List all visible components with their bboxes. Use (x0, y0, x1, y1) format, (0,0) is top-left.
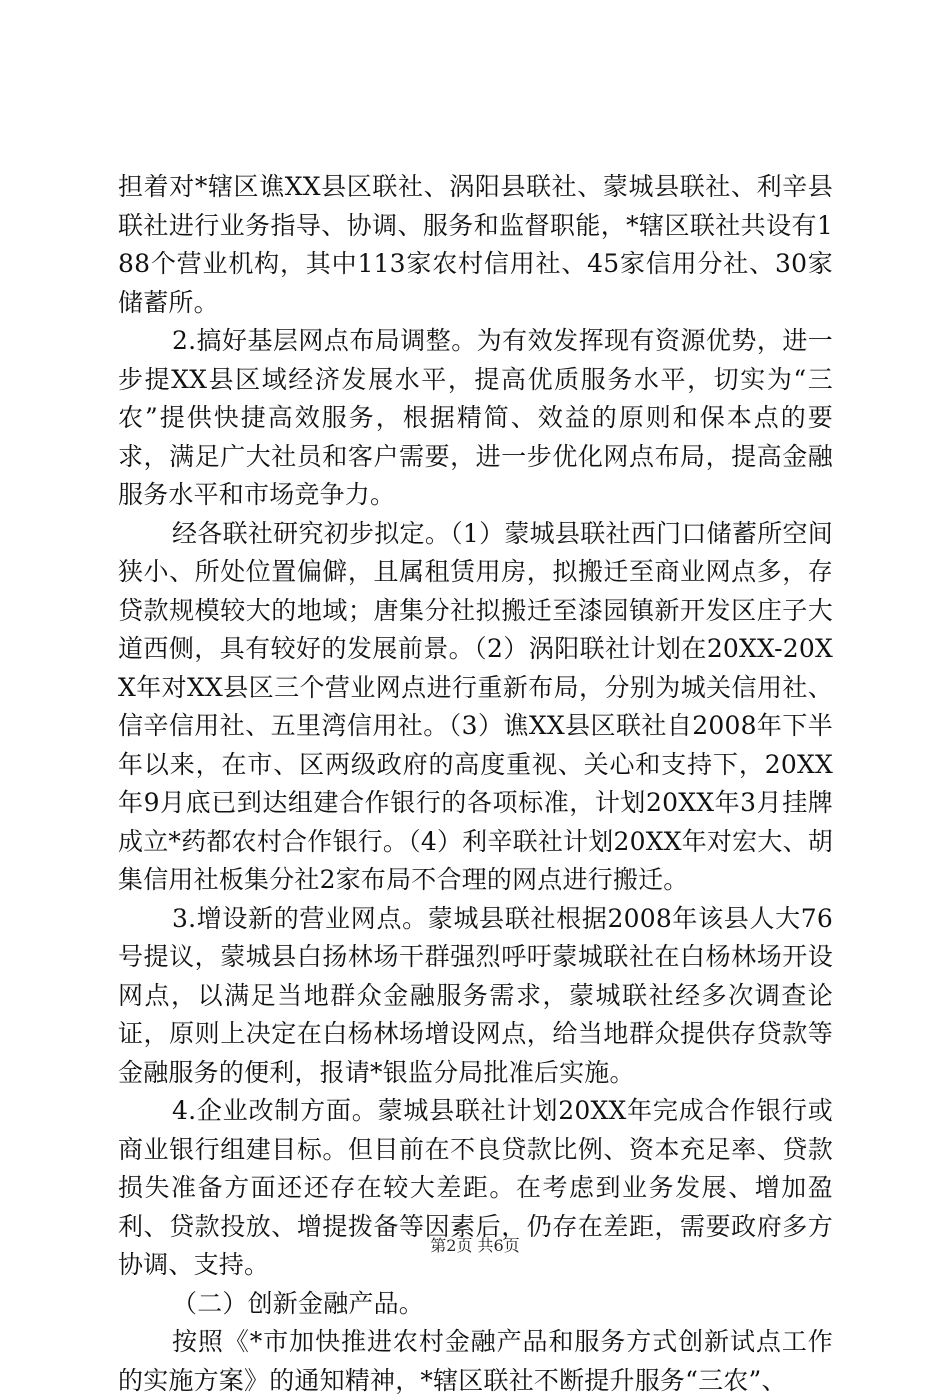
section-heading: （二）创新金融产品。 (172, 1288, 425, 1318)
paragraph-4: 3.增设新的营业网点。蒙城县联社根据2008年该县人大76号提议，蒙城县白扬林场干群强烈呼吁蒙城联社在白杨林场开设网点，以满足当地群众金融服务需求，蒙城联社经多次调查论证，原则上决定在白杨林场增设网点，给当地群众提供存贷款等金融服务的便利，报请*银监分局批准后实施。 (118, 903, 833, 1087)
paragraph-1: 担着对*辖区谯XX县区联社、涡阳县联社、蒙城县联社、利辛县联社进行业务指导、协调、服务和监督职能，*辖区联社共设有188个营业机构，其中113家农村信用社、45家信用分社、30家储蓄所。 (118, 172, 833, 317)
paragraph-3: 经各联社研究初步拟定。（1）蒙城县联社西门口储蓄所空间狭小、所处位置偏僻，且属租赁用房，拟搬迁至商业网点多，存贷款规模较大的地域；唐集分社拟搬迁至漆园镇新开发区庄子大道西侧，具有较好的发展前景。（2）涡阳联社计划在20XX-20XX年对XX县区三个营业网点进行重新布局，分别为城关信用社、信辛信用社、五里湾信用社。（3）谯XX县区联社自2008年下半年以来，在市、区两级政府的高度重视、关心和支持下，20XX年9月底已到达组建合作银行的各项标准，计划20XX年3月挂牌成立*药都农村合作银行。（4）利辛联社计划20XX年对宏大、胡集信用社板集分社2家布局不合理的网点进行搬迁。 (118, 518, 833, 894)
page-footer: 第2页 共6页 (430, 1236, 520, 1255)
paragraph-6: 按照《*市加快推进农村金融产品和服务方式创新试点工作的实施方案》的通知精神，*辖区联社不断提升服务“三农”、 (118, 1327, 833, 1395)
paragraph-2: 2.搞好基层网点布局调整。为有效发挥现有资源优势，进一步提XX县区域经济发展水平，提高优质服务水平，切实为“三农”提供快捷高效服务，根据精简、效益的原则和保本点的要求，满足广大社员和客户需要，进一步优化网点布局，提高金融服务水平和市场竞争力。 (118, 326, 833, 509)
document-body (118, 168, 833, 1400)
paragraph-5: 4.企业改制方面。蒙城县联社计划20XX年完成合作银行或商业银行组建目标。但目前在不良贷款比例、资本充足率、贷款损失准备方面还还存在较大差距。在考虑到业务发展、增加盈利、贷款投放、增提拨备等因素后，仍存在差距，需要政府多方协调、支持。 (118, 1096, 833, 1279)
